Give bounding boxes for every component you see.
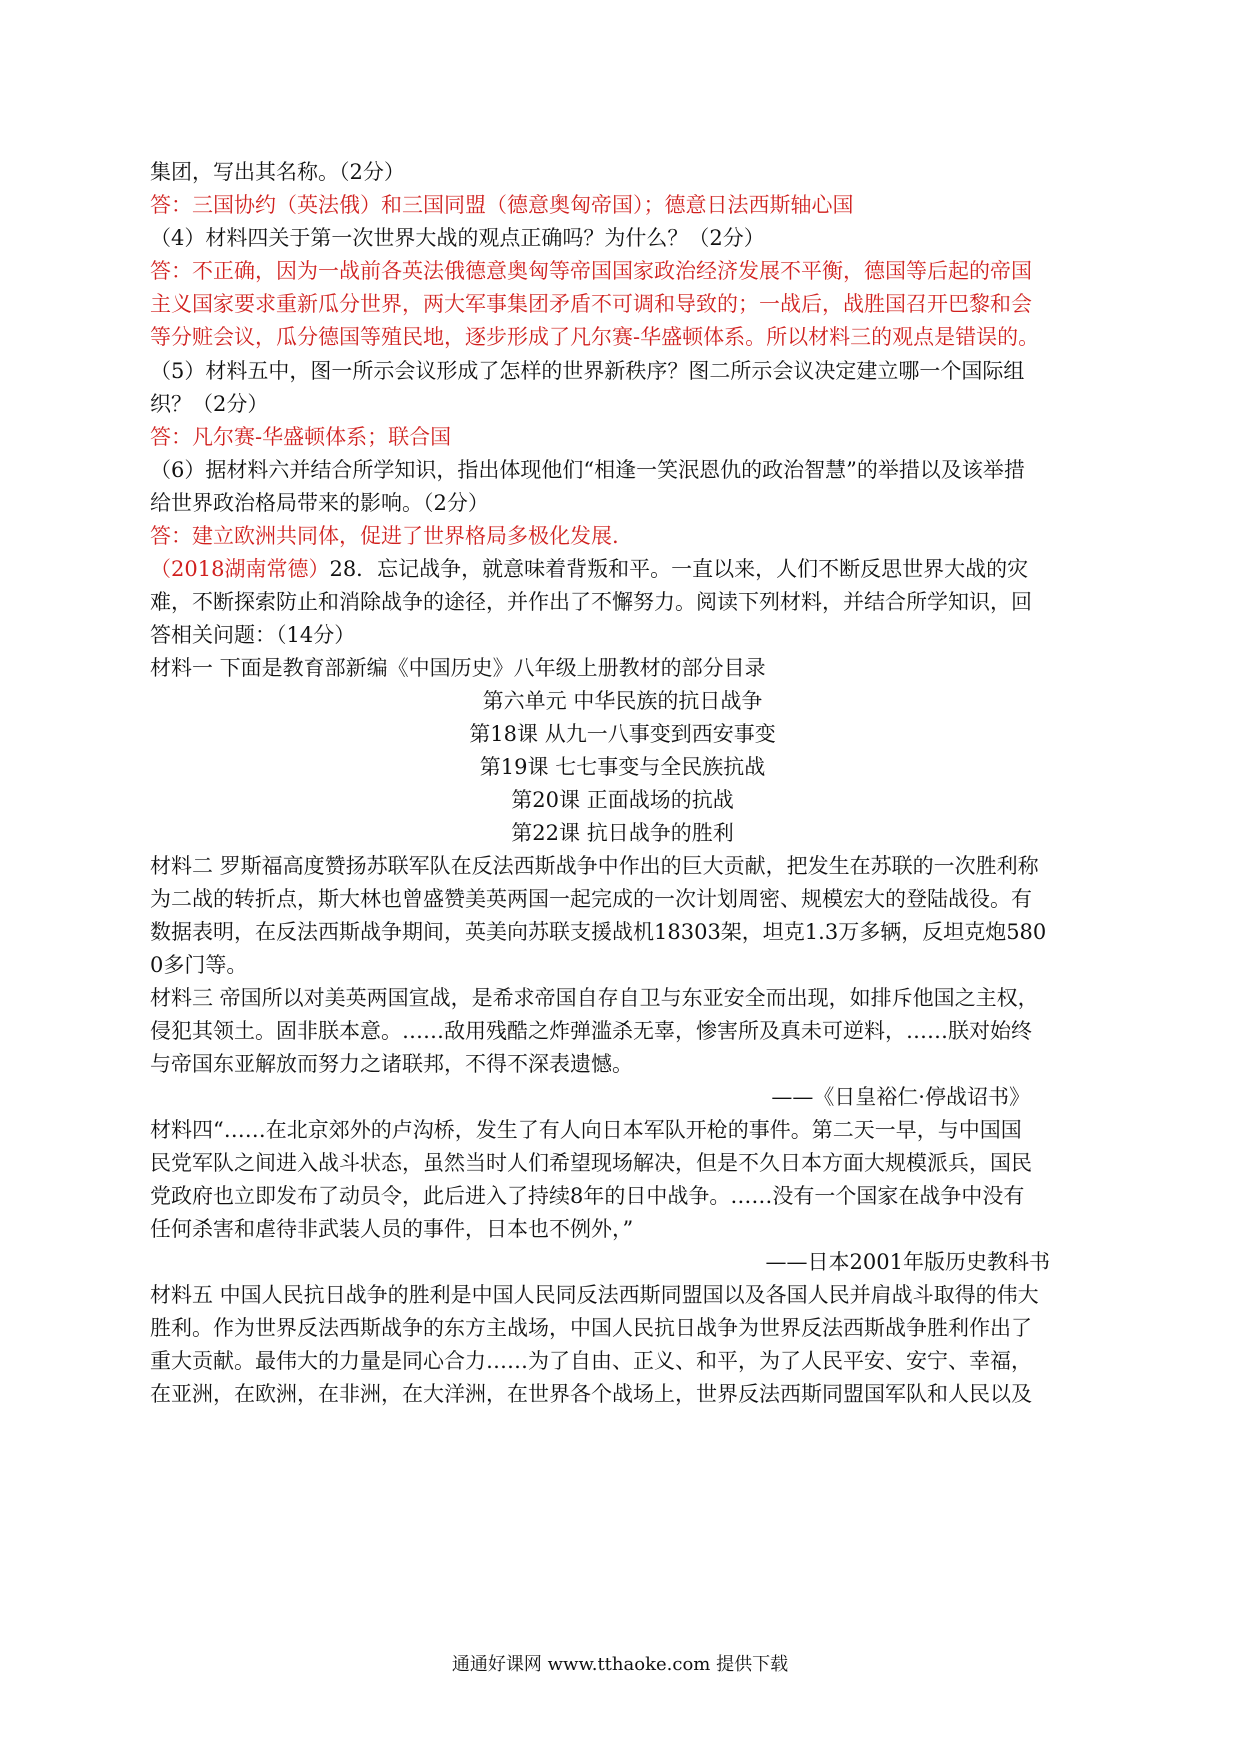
toc-item: 第19课 七七事变与全民族抗战 <box>479 755 766 779</box>
material-text: 重大贡献。最伟大的力量是同心合力……为了自由、正义、和平，为了人民平安、安宁、幸福， <box>150 1349 1032 1373</box>
material-text: 与帝国东亚解放而努力之诸联邦，不得不深表遗憾。 <box>150 1052 633 1076</box>
toc-item: 第20课 正面战场的抗战 <box>511 788 734 812</box>
question-text: （5）材料五中，图一所示会议形成了怎样的世界新秩序？图二所示会议决定建立哪一个国际组 <box>150 359 1025 383</box>
question-header <box>150 555 1095 583</box>
question-text: 难，不断探索防止和消除战争的途径，并作出了不懈努力。阅读下列材料，并结合所学知识，回 <box>150 590 1032 614</box>
material-text: 0多门等。 <box>150 953 248 977</box>
question-text: 集团，写出其名称。（2分） <box>150 160 405 184</box>
question-text: 28．忘记战争，就意味着背叛和平。一直以来，人们不断反思世界大战的灾 <box>329 557 1029 581</box>
question-text: 答相关问题：（14分） <box>150 623 356 647</box>
material-text: 胜利。作为世界反法西斯战争的东方主战场，中国人民抗日战争为世界反法西斯战争胜利作出了 <box>150 1316 1032 1340</box>
answer-text: 答：不正确，因为一战前各英法俄德意奥匈等帝国国家政治经济发展不平衡，德国等后起的帝国 <box>150 259 1032 283</box>
material-text: 材料一 下面是教育部新编《中国历史》八年级上册教材的部分目录 <box>150 656 766 680</box>
question-text: （4）材料四关于第一次世界大战的观点正确吗？为什么？（2分） <box>150 226 765 250</box>
material-text: 任何杀害和虐待非武装人员的事件，日本也不例外，” <box>150 1217 634 1241</box>
material-text: 侵犯其领土。固非朕本意。……敌用残酷之炸弹滥杀无辜，惨害所及真未可逆料，……朕对始终 <box>150 1019 1032 1043</box>
material-text: 材料四“……在北京郊外的卢沟桥，发生了有人向日本军队开枪的事件。第二天一早，与中国国 <box>150 1118 1022 1142</box>
question-text: （6）据材料六并结合所学知识，指出体现他们“相逢一笑泯恩仇的政治智慧”的举措以及该举措 <box>150 458 1025 482</box>
answer-text: 答：三国协约（英法俄）和三国同盟（德意奥匈帝国）；德意日法西斯轴心国 <box>150 193 854 217</box>
material-text: 数据表明，在反法西斯战争期间，英美向苏联支援战机18303架，坦克1.3万多辆，反坦克炮580 <box>150 920 1047 944</box>
material-text: 为二战的转折点，斯大林也曾盛赞美英两国一起完成的一次计划周密、规模宏大的登陆战役。有 <box>150 887 1032 911</box>
page-footer: 通通好课网 www.tthaoke.com 提供下载 <box>451 1654 789 1675</box>
source-tag: （2018湖南常德） <box>150 557 330 581</box>
material-text: 在亚洲，在欧洲，在非洲，在大洋洲，在世界各个战场上，世界反法西斯同盟国军队和人民以及 <box>150 1382 1032 1406</box>
material-text: 民党军队之间进入战斗状态，虽然当时人们希望现场解决，但是不久日本方面大规模派兵，国民 <box>150 1151 1032 1175</box>
toc-item: 第六单元 中华民族的抗日战争 <box>482 689 763 713</box>
answer-text: 等分赃会议，瓜分德国等殖民地，逐步形成了凡尔赛-华盛顿体系。所以材料三的观点是错误的。 <box>150 325 1040 349</box>
material-text: 材料二 罗斯福高度赞扬苏联军队在反法西斯战争中作出的巨大贡献，把发生在苏联的一次胜利称 <box>150 854 1039 878</box>
toc-item: 第18课 从九一八事变到西安事变 <box>469 722 776 746</box>
answer-text: 主义国家要求重新瓜分世界，两大军事集团矛盾不可调和导致的；一战后，战胜国召开巴黎和会 <box>150 292 1032 316</box>
question-text: 给世界政治格局带来的影响。（2分） <box>150 491 489 515</box>
material-source: ——《日皇裕仁·停战诏书》 <box>771 1085 1030 1109</box>
toc-item: 第22课 抗日战争的胜利 <box>511 821 734 845</box>
material-text: 材料三 帝国所以对美英两国宣战，是希求帝国自存自卫与东亚安全而出现，如排斥他国之主权， <box>150 986 1039 1010</box>
material-source: ——日本2001年版历史教科书 <box>765 1250 1050 1274</box>
answer-text: 答：建立欧洲共同体，促进了世界格局多极化发展. <box>150 524 619 548</box>
answer-text: 答：凡尔赛-华盛顿体系；联合国 <box>150 425 452 449</box>
material-text: 材料五 中国人民抗日战争的胜利是中国人民同反法西斯同盟国以及各国人民并肩战斗取得的伟大 <box>150 1283 1039 1307</box>
question-text: 织？（2分） <box>150 392 269 416</box>
material-text: 党政府也立即发布了动员令，此后进入了持续8年的日中战争。……没有一个国家在战争中没有 <box>150 1184 1025 1208</box>
